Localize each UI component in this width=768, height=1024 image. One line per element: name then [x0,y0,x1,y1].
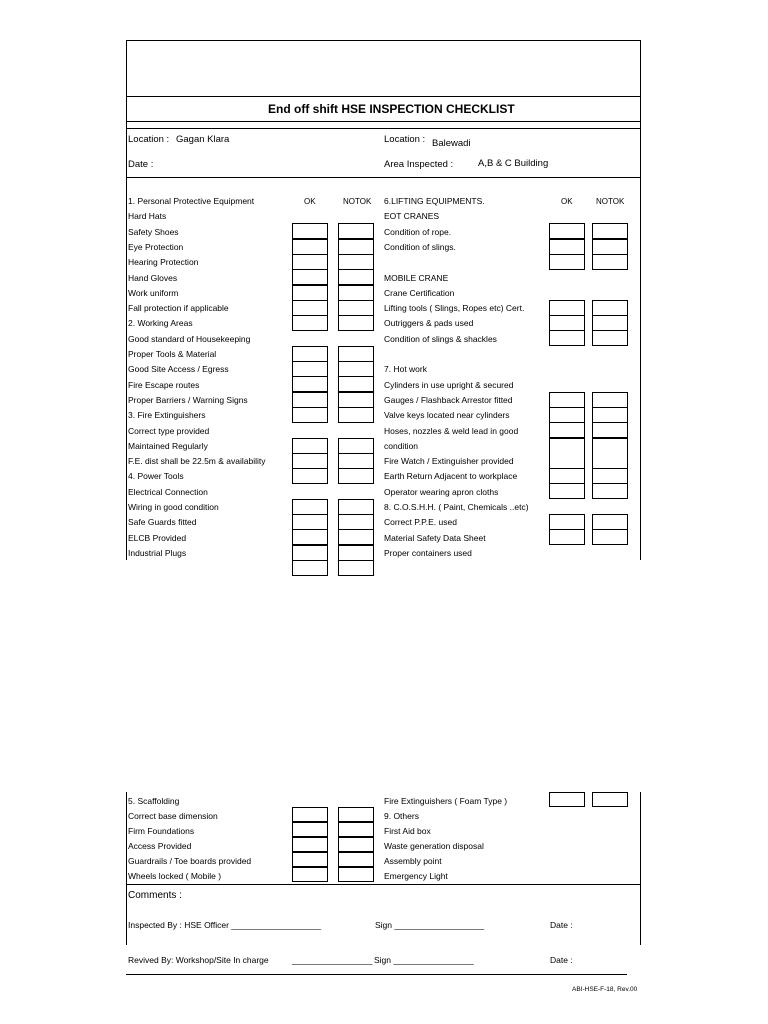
area-value: A,B & C Building [478,158,549,169]
ok-checkbox[interactable] [292,269,328,285]
ok-checkbox[interactable] [292,361,328,377]
inspected-sign: Sign ___________________ [375,920,485,930]
ok-checkbox[interactable] [292,285,328,301]
left-item: 2. Working Areas [128,318,193,329]
ok-checkbox[interactable] [549,514,585,530]
ok-checkbox[interactable] [549,300,585,316]
right-item: First Aid box [384,826,431,836]
left-item: 4. Power Tools [128,471,184,482]
left-item: Hearing Protection [128,257,199,268]
right-item: condition [384,440,419,451]
right-item: Gauges / Flashback Arrestor fitted [384,394,513,405]
right-item: Cylinders in use upright & secured [384,379,514,390]
left-item: Fire Escape routes [128,379,200,390]
location-value: Gagan Klara [176,134,230,145]
left-item: Wiring in good condition [128,502,219,512]
revived-date: Date : [550,955,573,965]
left-item: Hard Hats [128,211,167,222]
area-label: Area Inspected : [384,159,454,170]
right-item: EOT CRANES [384,211,440,222]
notok-header-left: NOTOK [343,197,372,206]
notok-checkbox[interactable] [338,438,374,454]
ok-checkbox[interactable] [549,483,585,499]
inspected-by: Inspected By : HSE Officer ___________________ [128,920,322,930]
right-item: Lifting tools ( Slings, Ropes etc) Cert. [384,303,525,314]
ok-checkbox[interactable] [549,315,585,331]
notok-checkbox[interactable] [338,285,374,301]
notok-checkbox[interactable] [592,223,628,239]
left-item: Fall protection if applicable [128,303,229,314]
left-item: Industrial Plugs [128,547,187,558]
right-item: Operator wearing apron cloths [384,486,499,497]
left-item: Wheels locked ( Mobile ) [128,871,222,881]
left-item: F.E. dist shall be 22.5m & availability [128,456,266,467]
right-item: Proper containers used [384,547,472,558]
left-item: 3. Fire Extinguishers [128,410,206,421]
right-item: 8. C.O.S.H.H. ( Paint, Chemicals ..etc) [384,502,529,512]
left-item: Correct base dimension [128,811,218,821]
notok-checkbox[interactable] [338,300,374,316]
ok-checkbox[interactable] [292,453,328,469]
right-item: Condition of slings. [384,241,456,252]
ok-checkbox[interactable] [292,468,328,484]
ok-checkbox[interactable] [292,239,328,255]
ok-checkbox[interactable] [292,545,328,561]
left-item: ELCB Provided [128,532,187,543]
right-item: 7. Hot work [384,364,427,375]
notok-checkbox[interactable] [338,822,374,837]
notok-checkbox[interactable] [338,514,374,530]
notok-checkbox[interactable] [338,346,374,362]
notok-checkbox[interactable] [592,514,628,530]
location2-value: Balewadi [432,138,471,149]
frame-left [126,40,127,560]
notok-checkbox[interactable] [592,239,628,255]
comments-top-line [126,884,641,885]
title-bottom-line [126,121,641,122]
left-item: Safe Guards fitted [128,517,197,528]
ok-checkbox[interactable] [549,330,585,346]
notok-checkbox[interactable] [592,407,628,423]
left-item: Eye Protection [128,241,184,252]
ok-checkbox[interactable] [549,438,585,469]
notok-checkbox[interactable] [592,468,628,484]
ok-checkbox[interactable] [292,807,328,822]
notok-checkbox[interactable] [338,468,374,484]
right-item: Material Safety Data Sheet [384,532,486,543]
right-item: Fire Watch / Extinguisher provided [384,456,514,467]
left-item: Proper Tools & Material [128,349,217,359]
ok-checkbox[interactable] [292,822,328,837]
right-item: Condition of rope. [384,226,452,237]
left-item: Safety Shoes [128,226,179,237]
notok-checkbox[interactable] [338,315,374,331]
notok-checkbox[interactable] [338,269,374,285]
title-top-line [126,96,641,97]
ok-checkbox[interactable] [292,300,328,316]
location2-label: Location : [384,134,426,145]
notok-checkbox[interactable] [592,315,628,331]
notok-checkbox[interactable] [592,792,628,807]
notok-checkbox[interactable] [338,239,374,255]
ok-checkbox[interactable] [292,407,328,423]
left-item: Proper Barriers / Warning Signs [128,394,248,405]
notok-checkbox[interactable] [338,852,374,867]
ok-checkbox[interactable] [549,223,585,239]
left-item: Work uniform [128,287,179,298]
right-item: Emergency Light [384,871,448,881]
notok-checkbox[interactable] [592,438,628,469]
lower-frame-left [126,792,127,945]
notok-checkbox[interactable] [338,867,374,882]
inspected-date: Date : [550,920,573,930]
left-item: Guardrails / Toe boards provided [128,856,252,866]
right-item: 9. Others [384,811,419,821]
notok-checkbox[interactable] [338,376,374,392]
ok-checkbox[interactable] [292,438,328,454]
notok-checkbox[interactable] [592,529,628,545]
left-item: Good standard of Housekeeping [128,333,251,344]
right-item: Condition of slings & shackles [384,333,497,344]
revived-sign: Sign _________________ [374,955,474,965]
notok-checkbox[interactable] [592,330,628,346]
ok-checkbox[interactable] [549,254,585,270]
ok-checkbox[interactable] [549,468,585,484]
info-top-line [126,128,641,129]
left-item: Maintained Regularly [128,440,208,451]
left-item: Firm Foundations [128,826,195,836]
ok-checkbox[interactable] [292,376,328,392]
ok-checkbox[interactable] [292,852,328,867]
right-item: 6.LIFTING EQUIPMENTS. [384,196,485,206]
ok-checkbox[interactable] [549,239,585,255]
right-item: Outriggers & pads used [384,318,474,329]
notok-checkbox[interactable] [592,392,628,408]
notok-checkbox[interactable] [338,499,374,515]
page-title: End off shift HSE INSPECTION CHECKLIST [268,102,515,116]
date-label: Date : [128,159,154,170]
ok-checkbox[interactable] [292,529,328,545]
info-bottom-line [126,177,641,178]
frame-right [640,40,641,560]
ok-checkbox[interactable] [549,407,585,423]
doc-code: ABI-HSE-F-18, Rev.00 [572,986,638,993]
frame-top [126,40,641,41]
lower-frame-right [640,792,641,945]
left-item: Electrical Connection [128,486,208,497]
notok-checkbox[interactable] [592,483,628,499]
ok-checkbox[interactable] [549,529,585,545]
right-item: Assembly point [384,856,442,866]
left-item: 5. Scaffolding [128,796,180,806]
revived-by: Revived By: Workshop/Site In charge [128,955,269,965]
ok-header-right: OK [561,197,573,206]
right-item: Earth Return Adjacent to workplace [384,471,518,482]
notok-checkbox[interactable] [338,453,374,469]
ok-checkbox[interactable] [292,499,328,515]
right-item: Crane Certification [384,287,455,298]
ok-checkbox[interactable] [292,560,328,576]
ok-checkbox[interactable] [292,514,328,530]
notok-checkbox[interactable] [592,422,628,438]
location-label: Location : [128,134,170,145]
left-item: 1. Personal Protective Equipment [128,196,255,206]
notok-checkbox[interactable] [592,300,628,316]
notok-checkbox[interactable] [592,254,628,270]
right-item: Waste generation disposal [384,841,484,851]
ok-checkbox[interactable] [549,422,585,438]
ok-checkbox[interactable] [549,392,585,408]
ok-checkbox[interactable] [292,392,328,408]
right-item: MOBILE CRANE [384,272,449,283]
footer-line [126,974,627,975]
ok-checkbox[interactable] [292,867,328,882]
ok-checkbox[interactable] [549,792,585,807]
notok-checkbox[interactable] [338,545,374,561]
ok-checkbox[interactable] [292,346,328,362]
revived-line: _________________ [292,955,373,965]
left-item: Hand Gloves [128,272,178,283]
ok-checkbox[interactable] [292,315,328,331]
ok-checkbox[interactable] [292,223,328,239]
notok-checkbox[interactable] [338,837,374,852]
notok-checkbox[interactable] [338,223,374,239]
notok-checkbox[interactable] [338,254,374,270]
right-item: Hoses, nozzles & weld lead in good [384,425,519,436]
right-item: Valve keys located near cylinders [384,410,510,421]
notok-checkbox[interactable] [338,807,374,822]
left-item: Good Site Access / Egress [128,364,229,375]
left-item: Access Provided [128,841,192,851]
comments-label: Comments : [128,890,182,901]
notok-checkbox[interactable] [338,392,374,408]
right-item: Correct P.P.E. used [384,517,457,528]
left-item: Correct type provided [128,425,210,436]
notok-checkbox[interactable] [338,560,374,576]
ok-header-left: OK [304,197,316,206]
right-item: Fire Extinguishers ( Foam Type ) [384,796,508,806]
notok-checkbox[interactable] [338,529,374,545]
ok-checkbox[interactable] [292,837,328,852]
notok-header-right: NOTOK [596,197,625,206]
ok-checkbox[interactable] [292,254,328,270]
notok-checkbox[interactable] [338,361,374,377]
notok-checkbox[interactable] [338,407,374,423]
